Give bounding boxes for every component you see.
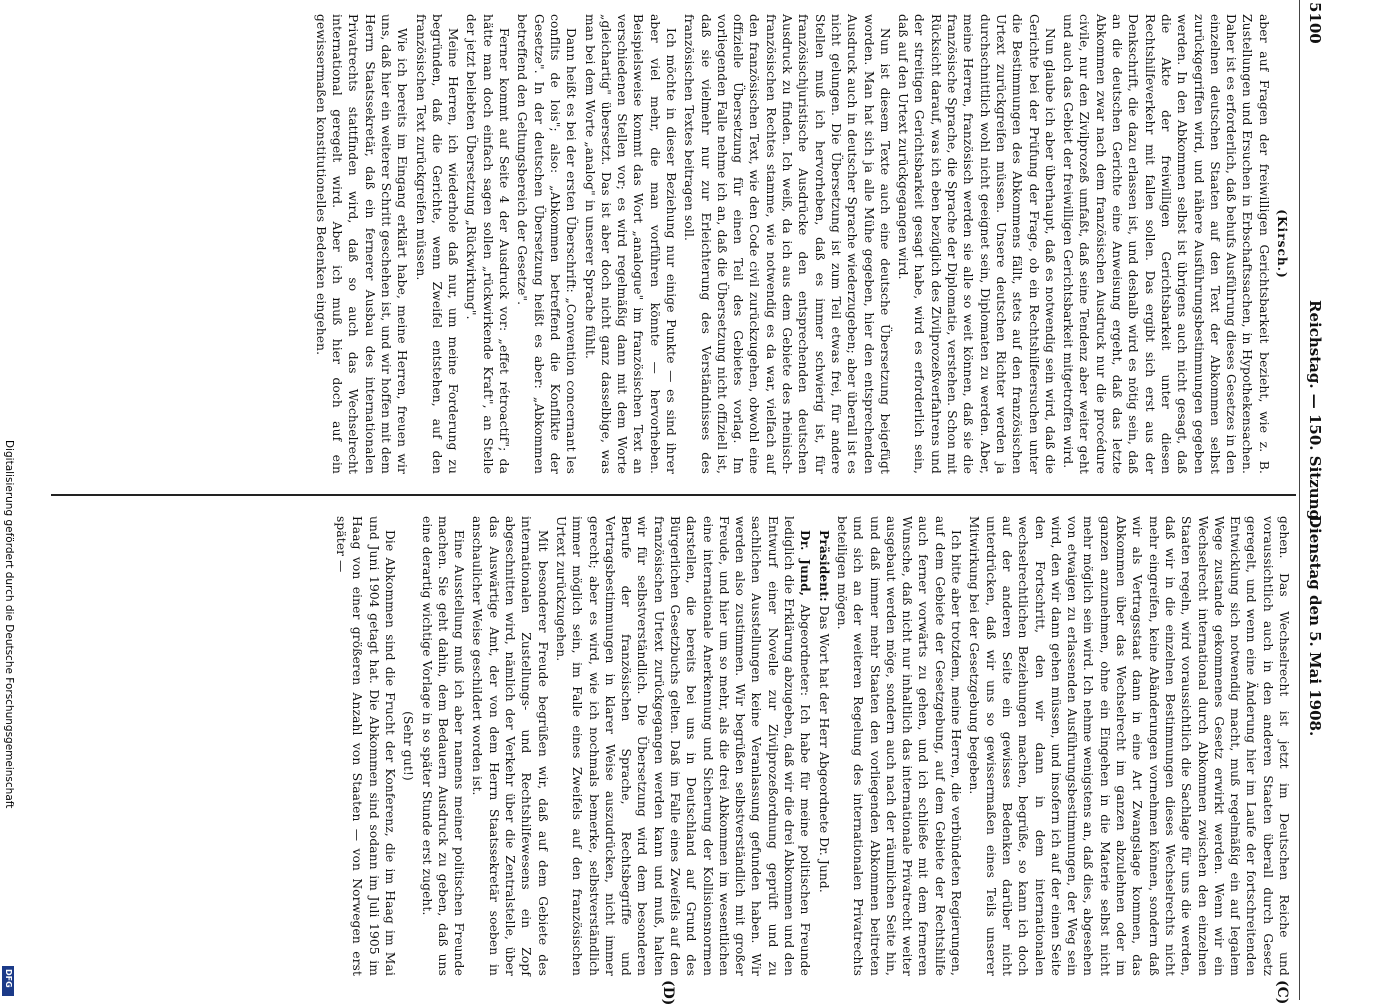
speaker-label: Dr. Jund,: [798, 530, 813, 597]
speaker-role: Abgeordneter:: [798, 604, 813, 697]
president-text: Das Wort hat der Herr Abgeordnete Dr. Jund.: [816, 605, 831, 893]
president-label: Präsident:: [816, 530, 831, 602]
header-rule: [1299, 0, 1300, 1000]
paragraph: Mit besonderer Freude begrüßen wir, daß auf dem Gebiete des internationalen Zustellungs- und Rechtshilfewesens ein Zopf abgeschnitten wird, nämlich der Verkehr über die Zentralstelle, über das Auswärtige Amt, der von dem Herrn Staatssekretär soeben in anschaulicher Weise geschildert worden ist.: [470, 516, 550, 976]
paragraph: Ich möchte in dieser Beziehung nur einige Punkte — es sind ihrer aber viel mehr, die man vorführen könnte — hervorheben. Beispielsweise kommt das Wort „analogue" im französischen Text an verschiedenen Stellen vor; es wird regelmäßig dann mit dem Worte „gleichartig" übersetzt. Das ist aber doch nicht ganz dasselbige, was man bei dem Worte „analog" in unserer Sprache fühlt.: [582, 14, 679, 474]
dfg-logo-text: DFG: [4, 969, 13, 988]
funding-note-text: Digitalisierung gefördert durch die Deutsche Forschungsgemeinschaft: [3, 440, 15, 809]
left-column: [310, 14, 1292, 474]
session-title: Reichstag. — 150. Sitzung.: [1306, 300, 1324, 526]
paragraph: Ich habe für meine politischen Freunde lediglich die Erklärung abzugeben, daß wir die drei Abkommen und den Entwurf einer Novelle zur Zivilprozeßordnung geprüft und zu sachlichen Ausstellungen keine Veranlassung gefunden haben. Wir werden also zustimmen. Wir begrüßen selbstverständlich mit großer Freude, und hier um so mehr, als die drei Abkommen im wesentlichen eine internationale Anerkennung und Sicherung der Kollisionsnormen darstellen, die bereits bei uns in Deutschland auf Grund des Bürgerlichen Gesetzbuchs gelten. Daß im Falle eines Zweifels auf den französischen Urtext zurückgegangen werden kann und muß, halten wir für selbstverständlich. Die Übersetzung wird dem besonderen Berufe der französischen Sprache, Rechtsbegriffe und Vertragsbestimmungen in klarer Weise auszudrücken, nicht immer gerecht; aber es wird, wie ich nochmals bemerke, selbstverständlich immer möglich sein, im Falle eines Zweifels auf den französischen Urtext zurückzugehen.: [553, 516, 813, 976]
president-statement: [815, 516, 831, 976]
margin-marker-d: (D): [660, 980, 676, 1005]
column-divider: [51, 494, 1296, 496]
page-number: 5100: [1306, 2, 1324, 44]
paragraph: Die Abkommen sind die Frucht der Konferenz, die im Haag im Mai und Juni 1904 getagt hat. Die Abkommen sind sodann im Juli 1905 im Haag von einer größeren Anzahl von Staaten — von Norwegen erst später —: [334, 516, 397, 976]
rotated-page: [16, 0, 1336, 1005]
paragraph: Nun ist diesem Texte auch eine deutsche Übersetzung beigefügt worden. Man hat sich ja alle Mühe gegeben, hier den entsprechenden Ausdruck auch in deutscher Sprache wiederzugeben; aber überall ist es nicht gelungen. Die Übersetzung ist zum Teil etwas frei, für andere Stellen muß ich hervorheben, daß es immer schwierig ist, für französischjuristische Ausdrücke den entsprechenden deutschen Ausdruck zu finden. Ich weiß, da ich aus dem Gebiete des rheinisch-französischen Rechtes stamme, wie notwendig es da war, vielfach auf den französischen Text, wie den Code civil zurückzugehen, obwohl eine offizielle Übersetzung für einen Teil des Gebietes vorlag. Im vorliegenden Falle nehme ich an, daß die Übersetzung nicht offiziell ist, daß sie vielmehr nur zur Erleichterung des Verständnisses des französischen Textes beitragen soll.: [682, 14, 892, 474]
paragraph: Ferner kommt auf Seite 4 der Ausdruck vor: „effet rétroactif"; da hätte man doch einfach sagen sollen „rückwirkende Kraft", an Stelle der jetzt beliebten Übersetzung „Rückwirkung".: [464, 14, 512, 474]
paragraph: Dann heißt es bei der ersten Überschrift: „Convention concernant les conflits de lois"; also: „Abkommen betreffend die Konflikte der Gesetze". In der deutschen Übersetzung heißt es aber: „Abkommen betreffend den Geltungsbereich der Gesetze".: [515, 14, 579, 474]
paragraph: Meine Herren, ich wiederhole daß nur, um meine Forderung zu begründen, daß die Gerichte, wenn Zweifel entstehen, auf den französischen Text zurückgreifen müssen.: [413, 14, 461, 474]
funding-note: [1, 440, 15, 1000]
margin-marker-c: (C): [1274, 980, 1290, 1005]
dfg-logo: [2, 966, 14, 996]
speaker-tag: (Kirsch.): [1275, 209, 1289, 279]
page-header: [1300, 0, 1336, 1000]
paragraph: Eine Ausstellung muß ich aber namens meiner politischen Freunde machen. Sie geht dahin, dem Bedauern Ausdruck zu geben, daß uns eine derartig wichtige Vorlage in so später Stunde erst zugeht.: [419, 516, 467, 976]
speaker-intro: [553, 516, 814, 976]
paragraph: aber auf Fragen der freiwilligen Gerichtsbarkeit bezieht, wie z. B. Zustellungen und Ersuchen in Erbschaftssachen, in Hypothekensachen. Daher ist es erforderlich, daß behufs Ausführung dieses Gesetzes in den einzelnen deutschen Staaten auf den Text der Abkommen selbst zurückgegriffen wird, und nähere Ausführungsbestimmungen gegeben werden. In den Abkommen selbst ist übrigens auch nicht gesagt, daß die Akte der freiwilligen Gerichtsbarkeit unter diesen Rechtshilfeverkehr mit fallen sollen. Das ergibt sich erst aus der Denkschrift, die dazu erlassen ist, und deshalb wird es nötig sein, daß an die deutschen Gerichte eine Anweisung ergeht, daß das letzte Abkommen zwar nach dem französischen Ausdruck nur die procédure civile, nur den Zivilprozeß umfaßt, daß seine Tendenz aber weiter geht und auch das Gebiet der freiwilligen Gerichtsbarkeit mitgetroffen wird.: [1061, 14, 1271, 474]
paragraph: Ich bitte aber trotzdem, meine Herren, die verbündeten Regierungen, auf dem Gebiete der Gesetzgebung, auf dem Gebiete der Rechtshilfe auch ferner vorwärts zu gehen, und ich schließe mit dem ferneren Wunsche, daß nicht nur inhaltlich das internationale Privatrecht weiter ausgebaut werden möge, sondern auch nach der räumlichen Seite hin, und daß immer mehr Staaten den vorliegenden Abkommen beitreten und sich an der weiteren Regelung des internationalen Privatrechts beteiligen mögen.: [834, 516, 964, 976]
session-date: Dienstag den 5. Mai 1908.: [1306, 515, 1324, 737]
paragraph: Wie ich bereits im Eingang erklärt habe, meine Herren, freuen wir uns, daß hier ein weiterer Schritt geschehen ist, und wir hoffen mit dem Herrn Staatssekretär, daß ein fernerer Ausbau des internationalen Privatrechts stattfinden wird, daß so auch das Wechselrecht international geregelt wird. Aber ich muß hier doch auf ein gewissermaßen konstitutionelles Bedenken eingehen.: [313, 14, 410, 474]
paragraph: Nun glaube ich aber überhaupt, daß es notwendig sein wird, daß die Gerichte bei der Prüfung der Frage, ob ein Rechtshilfeersuchen unter die Bestimmungen des Abkommens fällt, stets auf den französischen Urtext zurückgreifen müssen. Unsere deutschen Richter werden ja durchschnittlich wohl nicht geeignet sein, Diplomaten zu werden. Aber, meine Herren, französisch werden sie alle so weit können, daß sie die französische Sprache, die Sprache der Diplomatie, verstehen. Schon mit Rücksicht darauf, was ich eben bezüglich des Zivilprozeßverfahrens und der streitigen Gerichtsbarkeit gesagt habe, wird es erforderlich sein, daß auf den Urtext zurückgegangen wird.: [896, 14, 1057, 474]
interjection: (Sehr gut!): [401, 711, 416, 781]
paragraph: gehen. Das Wechselrecht ist jetzt im Deutschen Reiche und voraussichtlich auch in den anderen Staaten überall durch Gesetz geregelt, und wenn eine Änderung hier im Laufe der fortschreitenden Entwicklung sich notwendig macht, muß regelmäßig ein auf legalem Wege zustande gekommenes Gesetz erwirkt werden. Wenn wir ein Wechselrecht international durch Abkommen zwischen den einzelnen Staaten regeln, wird voraussichtlich die Sachlage für uns die werden, daß wir in die einzelnen Bestimmungen dieses Wechselrechts nicht mehr eingreifen, keine Abänderungen vornehmen können, sondern daß wir als Vertragsstaat dann in eine Art Zwangslage kommen, das Abkommen über das Wechselrecht im ganzen abzulehnen oder im ganzen anzunehmen, ohne ein Eingehen in die Materie selbst nicht mehr möglich sein wird. Ich nehme wenigstens an, daß dies, abgesehen von etwaigen zu erlassenden Ausführungsbestimmungen, der Weg sein wird, den wir dann gehen müssen, und insofern ich auf der einen Seite den Fortschritt, den wir dann in dem internationalen wechselrechtlichen Beziehungen machen, begrüße, so kann ich doch auf der anderen Seite ein gewisses Bedenken darüber nicht unterdrücken, daß wir uns so gewissermaßen eines Teils unserer Mitwirkung bei der Gesetzgebung begeben.: [967, 516, 1291, 976]
right-column: [331, 516, 1292, 976]
